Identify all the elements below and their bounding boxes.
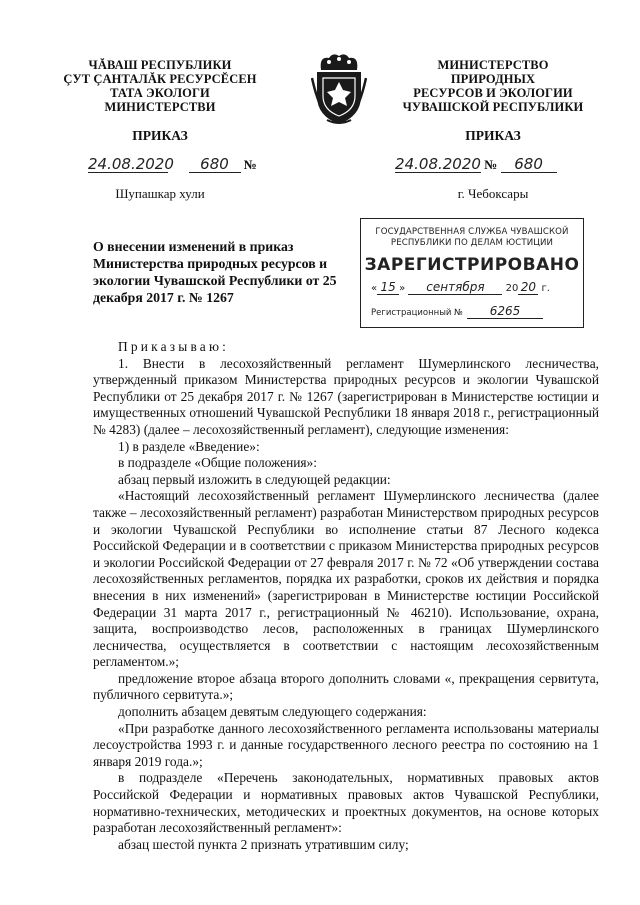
body-paragraph: в подразделе «Общие положения»:	[118, 455, 317, 471]
order-title-right: ПРИКАЗ	[465, 128, 521, 143]
header-left-line: МИНИСТЕРСТВИ	[104, 100, 216, 114]
stamp-date	[371, 280, 583, 295]
stamp-day: 15	[377, 280, 399, 295]
stamp-status: ЗАРЕГИСТРИРОВАНО	[364, 255, 580, 275]
stamp-month: сентября	[408, 280, 502, 295]
registration-stamp	[360, 218, 584, 328]
stamp-reg-label: Регистрационный №	[371, 308, 463, 318]
stamp-year-suffix: 20	[518, 280, 538, 295]
stamp-registration	[371, 304, 583, 319]
header-right-ministry-name	[383, 58, 603, 114]
order-body	[93, 339, 599, 853]
order-title-left: ПРИКАЗ	[132, 128, 188, 143]
stamp-reg-number: 6265	[467, 304, 543, 319]
body-paragraph: 1. Внести в лесохозяйственный регламент Шумерлинского лесничества, утвержденный приказом Министерства природных ресурсов и экологии Чувашской Республики от 25 декабря 2017 г. № 1267 (зарегистрирован в Министерстве юстиции и имущественных отношений Чувашской Республики 18 января 2018 г., регистрационный № 4283) (далее – лесохозяйственный регламент), следующие изменения:	[93, 355, 599, 437]
header-right-line: РЕСУРСОВ И ЭКОЛОГИИ	[413, 86, 573, 100]
header-left-ministry-name	[60, 58, 260, 114]
document-title: О внесении изменений в приказ Министерства природных ресурсов и экологии Чувашской Республики от 25 декабря 2017 г. № 1267	[93, 239, 337, 305]
stamp-org-line: ГОСУДАРСТВЕННАЯ СЛУЖБА ЧУВАШСКОЙ	[375, 227, 569, 237]
header-left-line: ÇУТ ÇАНТАЛĂК РЕСУРСĔСЕН	[63, 72, 257, 86]
header-left-line: ЧĂВАШ РЕСПУБЛИКИ	[88, 58, 232, 72]
body-paragraph: дополнить абзацем девятым следующего содержания:	[118, 704, 427, 720]
stamp-quote-close: »	[399, 283, 406, 294]
coat-of-arms-emblem	[311, 52, 367, 126]
header-right-line: ПРИРОДНЫХ	[450, 72, 536, 86]
header-right-line: МИНИСТЕРСТВО	[437, 58, 549, 72]
body-paragraph: «Настоящий лесохозяйственный регламент Шумерлинского лесничества (далее также – лесохозяйственный регламент) разработан Министерством природных ресурсов и экологии Чувашской Республики во исполнение статьи 87 Лесного кодекса Российской Федерации и в соответствии с приказом Министерства природных ресурсов и экологии Российской Федерации от 27 февраля 2017 г. № 72 «Об утверждении состава лесохозяйственных регламентов, порядка их разработки, сроков их действия и порядка внесения в них изменений» (зарегистрирован в Министерстве юстиции Российской Федерации 31 марта 2017 г., регистрационный № 46210). Использование, охрана, защита, воспроизводство лесов, расположенных в границах Шумерлинского лесничества, осуществляется в соответствии с настоящим лесохозяйственным регламентом.»;	[93, 488, 599, 670]
stamp-year-unit: г.	[541, 283, 550, 294]
order-date-number-right	[395, 156, 615, 173]
order-number-right: 680	[501, 156, 557, 173]
order-date-right: 24.08.2020	[395, 155, 481, 173]
header-right-line: ЧУВАШСКОЙ РЕСПУБЛИКИ	[402, 100, 584, 114]
emblem-icon	[311, 52, 367, 126]
body-paragraph: в подразделе «Перечень законодательных, нормативных правовых актов Российской Федерации и нормативных правовых актов Чувашской Республики, нормативно-технических, методических и проектных документов, на основе которых разработан лесохозяйственный регламент»:	[93, 770, 599, 836]
number-sign-right: №	[484, 157, 498, 172]
place-left: Шупашкар хули	[115, 186, 205, 201]
body-paragraph: предложение второе абзаца второго дополнить словами «, прекращения сервитута, публичного сервитута.»;	[93, 670, 599, 703]
header-left-line: ТАТА ЭКОЛОГИ	[110, 86, 210, 100]
place-right: г. Чебоксары	[457, 186, 529, 201]
order-directive: Приказываю:	[118, 339, 230, 354]
order-date-number-left	[88, 156, 308, 173]
stamp-quote-open: «	[371, 283, 378, 294]
body-paragraph: 1) в разделе «Введение»:	[118, 438, 260, 454]
body-paragraph: абзац первый изложить в следующей редакции:	[118, 471, 391, 487]
order-number-left: 680	[189, 156, 241, 173]
stamp-year-prefix: 20	[505, 283, 519, 294]
body-paragraph: абзац шестой пункта 2 признать утратившим силу;	[118, 836, 409, 852]
order-date-left: 24.08.2020	[88, 155, 174, 173]
body-paragraph: «При разработке данного лесохозяйственного регламента использованы материалы лесоустройства 1993 г. и данные государственного лесного реестра по состоянию на 1 января 2019 года.»;	[93, 720, 599, 769]
stamp-org-line: РЕСПУБЛИКИ ПО ДЕЛАМ ЮСТИЦИИ	[390, 238, 554, 248]
number-sign-left: №	[243, 157, 257, 172]
